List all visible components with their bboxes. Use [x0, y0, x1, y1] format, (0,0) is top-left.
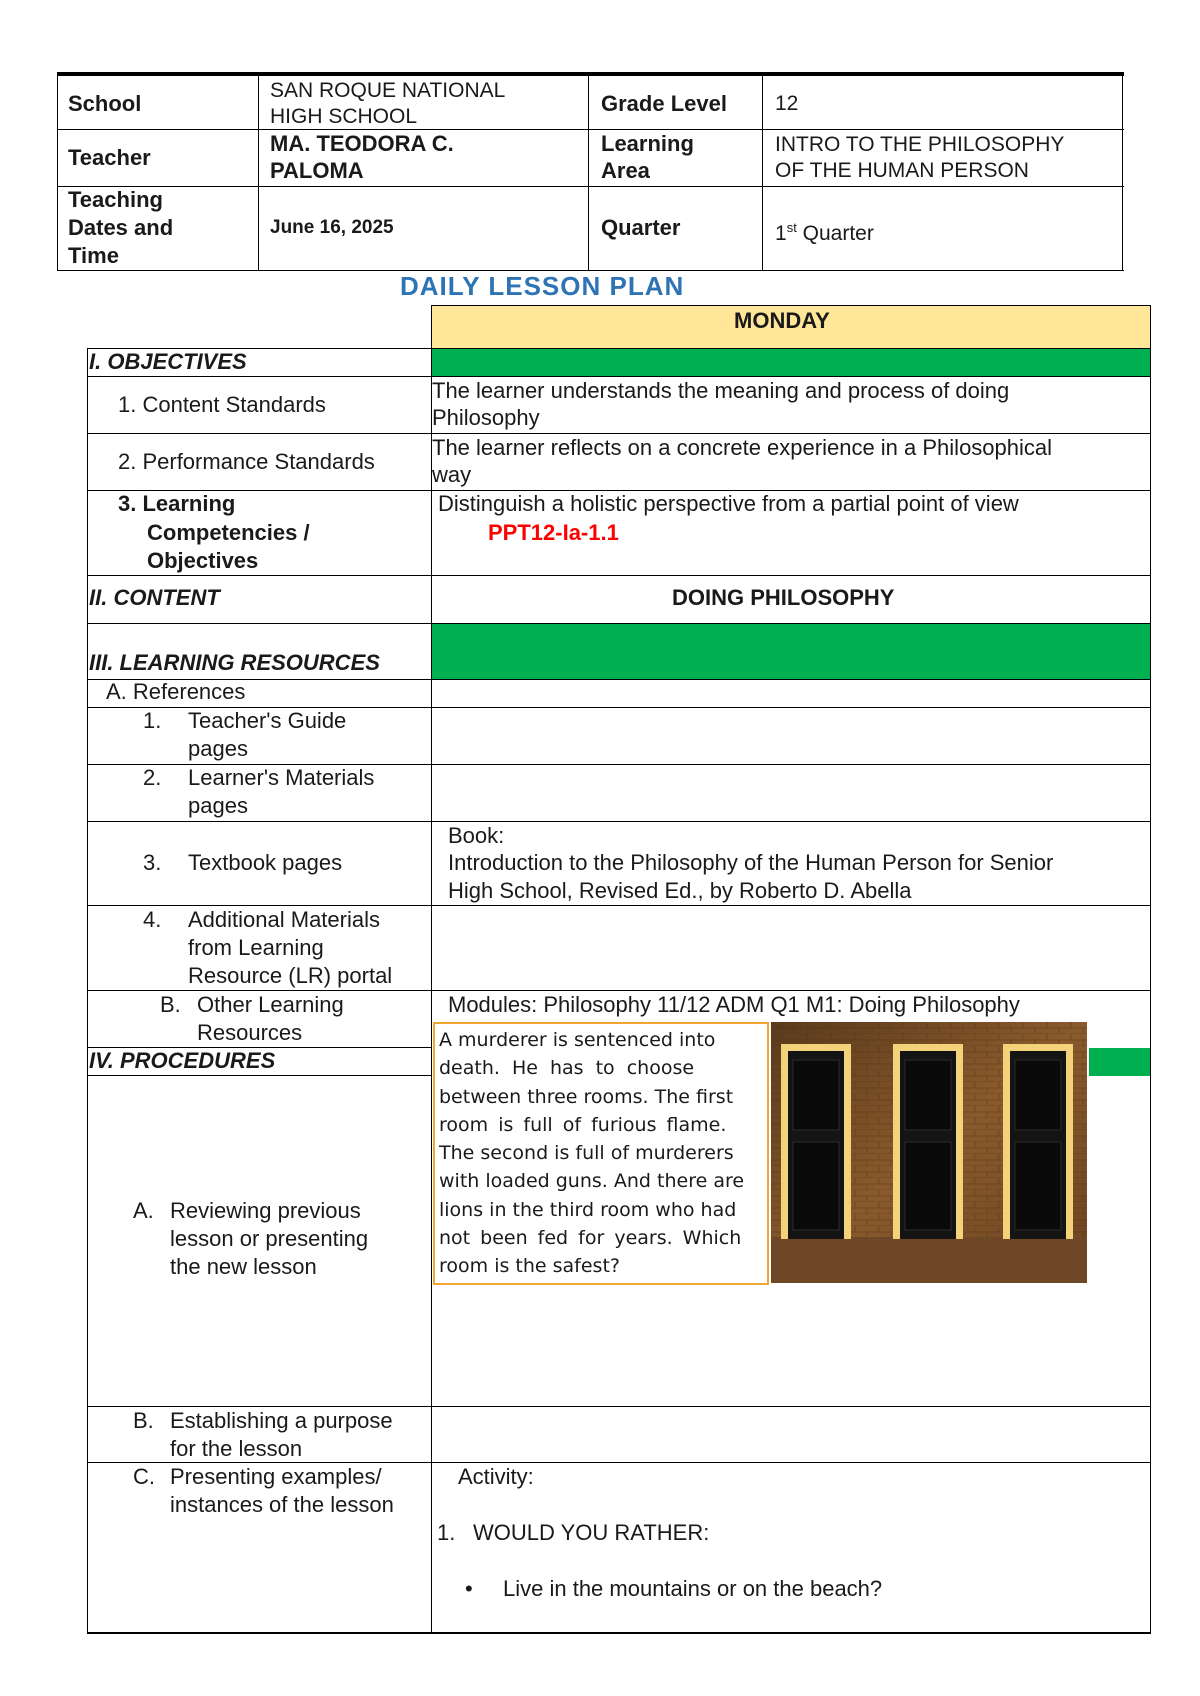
- dates-label-line3: Time: [68, 243, 119, 268]
- other-resources-line2: Resources: [197, 1020, 303, 1045]
- day-header: MONDAY: [734, 308, 830, 333]
- bullet-icon: •: [465, 1576, 473, 1601]
- procedures-green-bar: [1089, 1048, 1150, 1076]
- area-label-line2: Area: [601, 158, 650, 183]
- objectives-green-bar: [432, 348, 1150, 376]
- additional-materials-line3: Resource (LR) portal: [188, 963, 393, 988]
- content-standards-line2: Philosophy: [432, 405, 540, 430]
- procedure-a-line3: the new lesson: [170, 1254, 317, 1279]
- school-value-line2: HIGH SCHOOL: [270, 105, 418, 128]
- competencies-label-line2: Competencies /: [147, 520, 310, 545]
- teacher-value-line1: MA. TEODORA C.: [270, 131, 454, 156]
- competencies-label-line3: Objectives: [147, 548, 259, 573]
- riddle-line: not been fed for years. Which: [439, 1227, 742, 1250]
- grade-label: Grade Level: [601, 91, 727, 116]
- performance-standards-line2: way: [432, 462, 472, 487]
- other-resources-line1: Other Learning: [197, 992, 344, 1017]
- riddle-line: between three rooms. The first: [439, 1085, 734, 1108]
- procedure-c-line2: instances of the lesson: [170, 1492, 394, 1517]
- dates-label-line1: Teaching: [68, 187, 163, 212]
- area-value-line2: OF THE HUMAN PERSON: [775, 159, 1029, 182]
- book-line2: Introduction to the Philosophy of the Human Person for Senior: [448, 850, 1054, 875]
- competency-value: Distinguish a holistic perspective from a partial point of view: [438, 491, 1019, 516]
- content-value: DOING PHILOSOPHY: [672, 585, 895, 610]
- activity-bullet-item: Live in the mountains or on the beach?: [503, 1576, 883, 1601]
- resources-green-bar: [432, 623, 1150, 679]
- additional-materials-number: 4.: [143, 907, 162, 932]
- door-icon: [781, 1044, 851, 1239]
- additional-materials-line1: Additional Materials: [188, 907, 380, 932]
- teachers-guide-line2: pages: [188, 736, 248, 761]
- activity-number: 1.: [437, 1520, 456, 1545]
- school-value-line1: SAN ROQUE NATIONAL: [270, 79, 506, 102]
- other-resources-value: Modules: Philosophy 11/12 ADM Q1 M1: Doing Philosophy: [448, 992, 1020, 1017]
- grade-value: 12: [775, 92, 799, 115]
- book-line1: Book:: [448, 823, 505, 848]
- riddle-line: lions in the third room who had: [439, 1198, 737, 1221]
- procedure-a-line1: Reviewing previous: [170, 1198, 361, 1223]
- page-title: DAILY LESSON PLAN: [400, 271, 685, 301]
- content-standards-label: 1. Content Standards: [118, 392, 326, 417]
- area-label-line1: Learning: [601, 131, 694, 156]
- area-value-line1: INTRO TO THE PHILOSOPHY: [775, 133, 1065, 156]
- learners-materials-line2: pages: [188, 793, 248, 818]
- procedure-a-number: A.: [133, 1198, 154, 1223]
- three-doors-image: [771, 1022, 1087, 1283]
- performance-standards-line1: The learner reflects on a concrete experience in a Philosophical: [432, 435, 1053, 460]
- teachers-guide-line1: Teacher's Guide: [188, 708, 347, 733]
- quarter-label: Quarter: [601, 215, 681, 240]
- textbook-number: 3.: [143, 850, 162, 875]
- teachers-guide-number: 1.: [143, 708, 162, 733]
- door-icon: [893, 1044, 963, 1239]
- school-label: School: [68, 91, 142, 116]
- activity-title: WOULD YOU RATHER:: [473, 1520, 710, 1545]
- riddle-line: room is full of furious flame.: [439, 1113, 727, 1136]
- procedure-c-line1: Presenting examples/: [170, 1464, 382, 1489]
- other-resources-number: B.: [160, 992, 181, 1017]
- riddle-line: death. He has to choose: [439, 1057, 695, 1080]
- learners-materials-line1: Learner's Materials: [188, 765, 375, 790]
- procedure-b-line2: for the lesson: [170, 1436, 303, 1461]
- activity-label: Activity:: [458, 1464, 534, 1489]
- door-icon: [1003, 1044, 1073, 1239]
- procedure-a-line2: lesson or presenting: [170, 1226, 369, 1251]
- dates-label-line2: Dates and: [68, 215, 174, 240]
- riddle-line: A murderer is sentenced into: [439, 1029, 716, 1051]
- quarter-value: 1st Quarter: [775, 220, 874, 245]
- resources-heading: III. LEARNING RESOURCES: [89, 650, 380, 675]
- competencies-label-line1: 3. Learning: [118, 491, 236, 516]
- riddle-line: room is the safest?: [439, 1255, 620, 1278]
- performance-standards-label: 2. Performance Standards: [118, 449, 375, 474]
- references-label: A. References: [106, 679, 246, 704]
- competency-code: PPT12-Ia-1.1: [488, 520, 619, 545]
- textbook-label: Textbook pages: [188, 850, 343, 875]
- riddle-line: The second is full of murderers: [439, 1142, 734, 1165]
- dates-value: June 16, 2025: [270, 217, 394, 238]
- procedure-b-line1: Establishing a purpose: [170, 1408, 393, 1433]
- content-heading: II. CONTENT: [89, 585, 220, 610]
- additional-materials-line2: from Learning: [188, 935, 324, 960]
- procedure-b-number: B.: [133, 1408, 154, 1433]
- procedure-c-number: C.: [133, 1464, 155, 1489]
- riddle-line: with loaded guns. And there are: [439, 1170, 745, 1193]
- book-line3: High School, Revised Ed., by Roberto D. Abella: [448, 878, 912, 903]
- procedures-heading: IV. PROCEDURES: [89, 1048, 276, 1073]
- teacher-value-line2: PALOMA: [270, 158, 364, 183]
- teacher-label: Teacher: [68, 145, 151, 170]
- learners-materials-number: 2.: [143, 765, 162, 790]
- riddle-text-box: [433, 1022, 769, 1285]
- content-standards-line1: The learner understands the meaning and process of doing: [432, 378, 1010, 403]
- objectives-heading: I. OBJECTIVES: [89, 349, 247, 374]
